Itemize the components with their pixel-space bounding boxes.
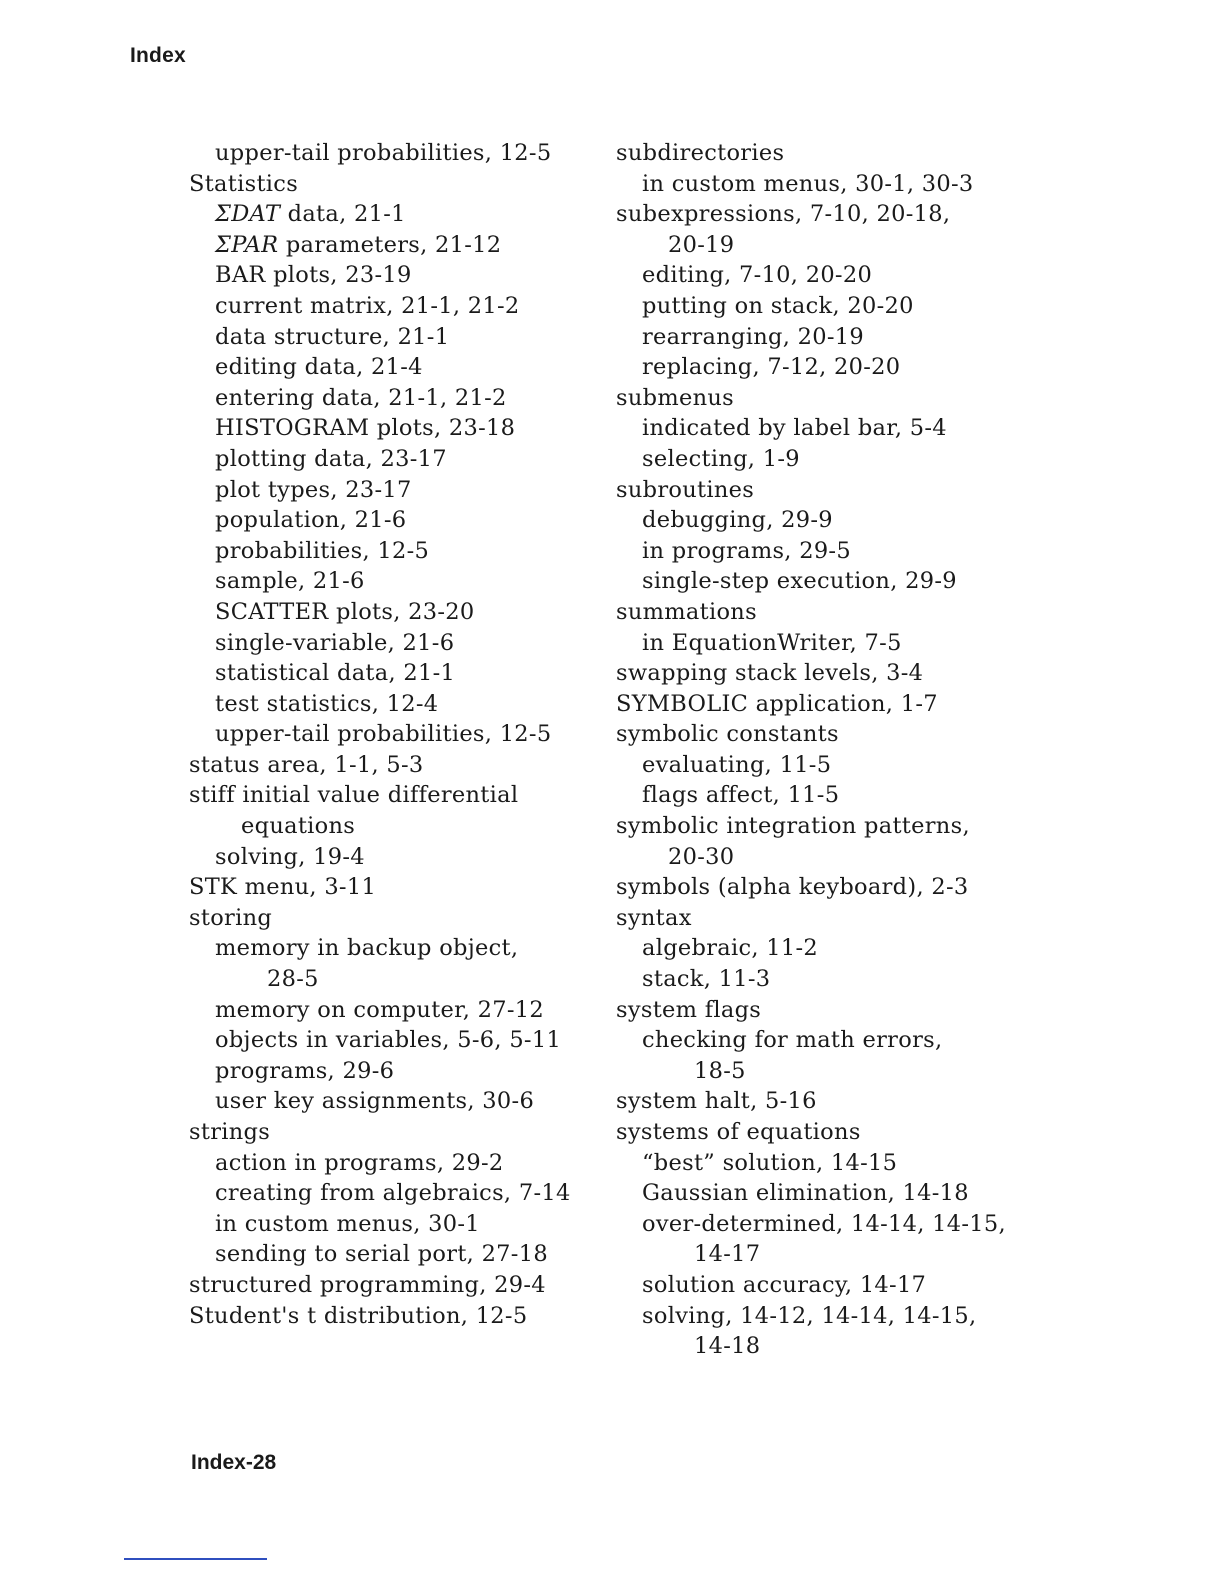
index-subentry — [189, 658, 589, 689]
index-subentry — [616, 1148, 1016, 1179]
entry-text: 20-19 — [668, 231, 735, 258]
index-entry — [189, 780, 589, 811]
entry-text: solving, 19-4 — [215, 843, 365, 870]
index-subentry — [189, 1178, 589, 1209]
index-subentry — [189, 260, 589, 291]
entry-text: equations — [241, 813, 356, 840]
entry-text: syntax — [616, 904, 692, 931]
index-continuation — [189, 964, 589, 995]
entry-text: systems of equations — [616, 1119, 861, 1145]
entry-text: action in programs, 29-2 — [215, 1149, 504, 1176]
entry-text: Student's t distribution, 12-5 — [189, 1302, 528, 1329]
entry-text: data structure, 21-1 — [215, 323, 450, 350]
entry-text: indicated by label bar, 5-4 — [642, 415, 947, 442]
index-entry — [616, 199, 1016, 230]
entry-text: upper-tail probabilities, 12-5 — [215, 721, 552, 748]
entry-text: solution accuracy, 14-17 — [642, 1271, 927, 1298]
index-entry — [616, 719, 1016, 750]
index-entry — [616, 597, 1016, 628]
entry-text: 14-17 — [694, 1241, 761, 1268]
index-entry — [189, 1301, 589, 1332]
index-subentry — [189, 536, 589, 567]
entry-text: putting on stack, 20-20 — [642, 292, 914, 319]
index-subentry — [189, 719, 589, 750]
entry-text: single-variable, 21-6 — [215, 629, 455, 656]
index-entry — [616, 811, 1016, 842]
index-subentry — [189, 475, 589, 506]
index-subentry — [616, 1301, 1016, 1332]
index-subentry — [189, 689, 589, 720]
index-subentry — [616, 628, 1016, 659]
entry-text: sample, 21-6 — [215, 568, 365, 595]
entry-text: entering data, 21-1, 21-2 — [215, 384, 507, 411]
index-subentry — [189, 995, 589, 1026]
index-subentry — [616, 444, 1016, 475]
index-entry — [616, 903, 1016, 934]
index-subentry — [616, 322, 1016, 353]
index-entry — [189, 1117, 589, 1148]
index-continuation — [616, 230, 1016, 261]
entry-text: HISTOGRAM plots, 23-18 — [215, 415, 516, 442]
math-symbol: ΣPAR — [215, 231, 279, 258]
index-subentry — [189, 1025, 589, 1056]
entry-text: checking for math errors, — [642, 1027, 943, 1054]
index-entry — [616, 475, 1016, 506]
entry-text: memory in backup object, — [215, 935, 519, 962]
entry-text: 18-5 — [694, 1057, 746, 1084]
entry-text: 14-18 — [694, 1333, 761, 1360]
index-subentry — [616, 1025, 1016, 1056]
entry-text: in custom menus, 30-1 — [215, 1210, 480, 1237]
index-subentry — [189, 352, 589, 383]
entry-text: in programs, 29-5 — [642, 537, 851, 564]
entry-text: editing data, 21-4 — [215, 354, 423, 381]
entry-text: objects in variables, 5-6, 5-11 — [215, 1027, 562, 1054]
index-subentry — [616, 750, 1016, 781]
index-continuation — [616, 1239, 1016, 1270]
index-continuation — [616, 1056, 1016, 1087]
index-subentry — [189, 933, 589, 964]
entry-text: subexpressions, 7-10, 20-18, — [616, 201, 951, 228]
index-subentry — [616, 413, 1016, 444]
index-subentry — [616, 169, 1016, 200]
index-subentry — [189, 383, 589, 414]
index-subentry — [616, 1270, 1016, 1301]
entry-text: probabilities, 12-5 — [215, 537, 430, 564]
entry-text: in EquationWriter, 7-5 — [642, 629, 902, 656]
index-subentry — [616, 964, 1016, 995]
entry-text: sending to serial port, 27-18 — [215, 1241, 548, 1268]
index-subentry — [189, 1239, 589, 1270]
index-entry — [189, 903, 589, 934]
index-column-right — [616, 138, 1016, 1362]
entry-text: subdirectories — [616, 140, 785, 166]
index-subentry — [189, 1056, 589, 1087]
index-subentry — [616, 536, 1016, 567]
entry-text: SCATTER plots, 23-20 — [215, 598, 475, 625]
index-continuation — [189, 811, 589, 842]
index-subentry — [189, 1148, 589, 1179]
index-subentry — [189, 1086, 589, 1117]
entry-text: current matrix, 21-1, 21-2 — [215, 292, 520, 319]
entry-text: memory on computer, 27-12 — [215, 996, 545, 1023]
entry-text: stack, 11-3 — [642, 966, 771, 993]
index-subentry — [189, 291, 589, 322]
entry-text: test statistics, 12-4 — [215, 690, 439, 717]
index-subentry — [189, 230, 589, 261]
entry-text: status area, 1-1, 5-3 — [189, 751, 424, 778]
entry-text: submenus — [616, 384, 735, 411]
index-entry — [189, 169, 589, 200]
index-entry — [616, 995, 1016, 1026]
entry-text: symbolic constants — [616, 721, 839, 748]
entry-text: flags affect, 11-5 — [642, 782, 840, 809]
entry-text: subroutines — [616, 476, 755, 503]
entry-text: summations — [616, 598, 757, 625]
index-subentry — [616, 291, 1016, 322]
entry-text: system halt, 5-16 — [616, 1088, 817, 1115]
index-entry — [616, 138, 1016, 169]
entry-text: plot types, 23-17 — [215, 476, 412, 503]
index-subentry — [616, 352, 1016, 383]
entry-text: plotting data, 23-17 — [215, 445, 447, 472]
index-subentry — [616, 505, 1016, 536]
entry-text: STK menu, 3-11 — [189, 874, 377, 901]
entry-text: rearranging, 20-19 — [642, 323, 864, 350]
index-subentry — [616, 933, 1016, 964]
entry-text: single-step execution, 29-9 — [642, 568, 957, 595]
index-subentry — [189, 566, 589, 597]
entry-text: solving, 14-12, 14-14, 14-15, — [642, 1302, 977, 1329]
entry-text: over-determined, 14-14, 14-15, — [642, 1210, 1006, 1237]
entry-text: Statistics — [189, 170, 299, 197]
entry-text: Gaussian elimination, 14-18 — [642, 1180, 969, 1207]
index-continuation — [616, 1331, 1016, 1362]
index-entry — [616, 689, 1016, 720]
index-subentry — [189, 444, 589, 475]
entry-text: in custom menus, 30-1, 30-3 — [642, 170, 974, 197]
entry-text: SYMBOLIC application, 1-7 — [616, 690, 938, 717]
index-subentry — [189, 505, 589, 536]
entry-text: upper-tail probabilities, 12-5 — [215, 140, 552, 166]
entry-text: storing — [189, 904, 273, 931]
entry-text: swapping stack levels, 3-4 — [616, 660, 924, 687]
index-entry — [616, 1117, 1016, 1148]
entry-text: 28-5 — [267, 966, 319, 993]
entry-text: editing, 7-10, 20-20 — [642, 262, 873, 289]
index-column-left — [189, 138, 589, 1331]
index-subentry — [616, 260, 1016, 291]
index-entry — [616, 658, 1016, 689]
entry-text: evaluating, 11-5 — [642, 751, 832, 778]
index-continuation — [616, 842, 1016, 873]
index-entry — [189, 750, 589, 781]
index-subentry — [189, 597, 589, 628]
entry-text: strings — [189, 1119, 271, 1145]
index-subentry — [616, 780, 1016, 811]
entry-text: programs, 29-6 — [215, 1057, 395, 1084]
index-entry — [189, 1270, 589, 1301]
index-subentry — [616, 1209, 1016, 1240]
entry-text: debugging, 29-9 — [642, 507, 833, 534]
index-subentry — [189, 322, 589, 353]
index-subentry — [616, 1178, 1016, 1209]
index-entry — [189, 872, 589, 903]
entry-text: algebraic, 11-2 — [642, 935, 819, 962]
page-number: Index-28 — [191, 1451, 277, 1474]
entry-text: population, 21-6 — [215, 507, 407, 534]
index-subentry — [189, 199, 589, 230]
entry-text: replacing, 7-12, 20-20 — [642, 354, 901, 381]
entry-text: symbols (alpha keyboard), 2-3 — [616, 874, 969, 901]
index-entry — [616, 1086, 1016, 1117]
entry-text: user key assignments, 30-6 — [215, 1088, 535, 1115]
running-header: Index — [130, 44, 186, 67]
entry-text: data, 21-1 — [280, 201, 406, 228]
entry-text: stiff initial value differential — [189, 782, 519, 809]
bottom-rule — [124, 1558, 267, 1560]
math-symbol: ΣDAT — [215, 201, 281, 228]
index-subentry — [189, 842, 589, 873]
index-entry — [616, 383, 1016, 414]
index-entry — [616, 872, 1016, 903]
entry-text: 20-30 — [668, 843, 735, 870]
entry-text: system flags — [616, 996, 762, 1023]
entry-text: parameters, 21-12 — [278, 231, 502, 258]
index-subentry — [189, 1209, 589, 1240]
entry-text: symbolic integration patterns, — [616, 813, 970, 840]
index-subentry — [616, 566, 1016, 597]
index-subentry — [189, 138, 589, 169]
entry-text: structured programming, 29-4 — [189, 1271, 546, 1298]
entry-text: statistical data, 21-1 — [215, 660, 456, 687]
index-subentry — [189, 413, 589, 444]
entry-text: BAR plots, 23-19 — [215, 262, 412, 289]
entry-text: “best” solution, 14-15 — [642, 1149, 898, 1176]
entry-text: selecting, 1-9 — [642, 445, 800, 472]
index-subentry — [189, 628, 589, 659]
entry-text: creating from algebraics, 7-14 — [215, 1180, 571, 1207]
